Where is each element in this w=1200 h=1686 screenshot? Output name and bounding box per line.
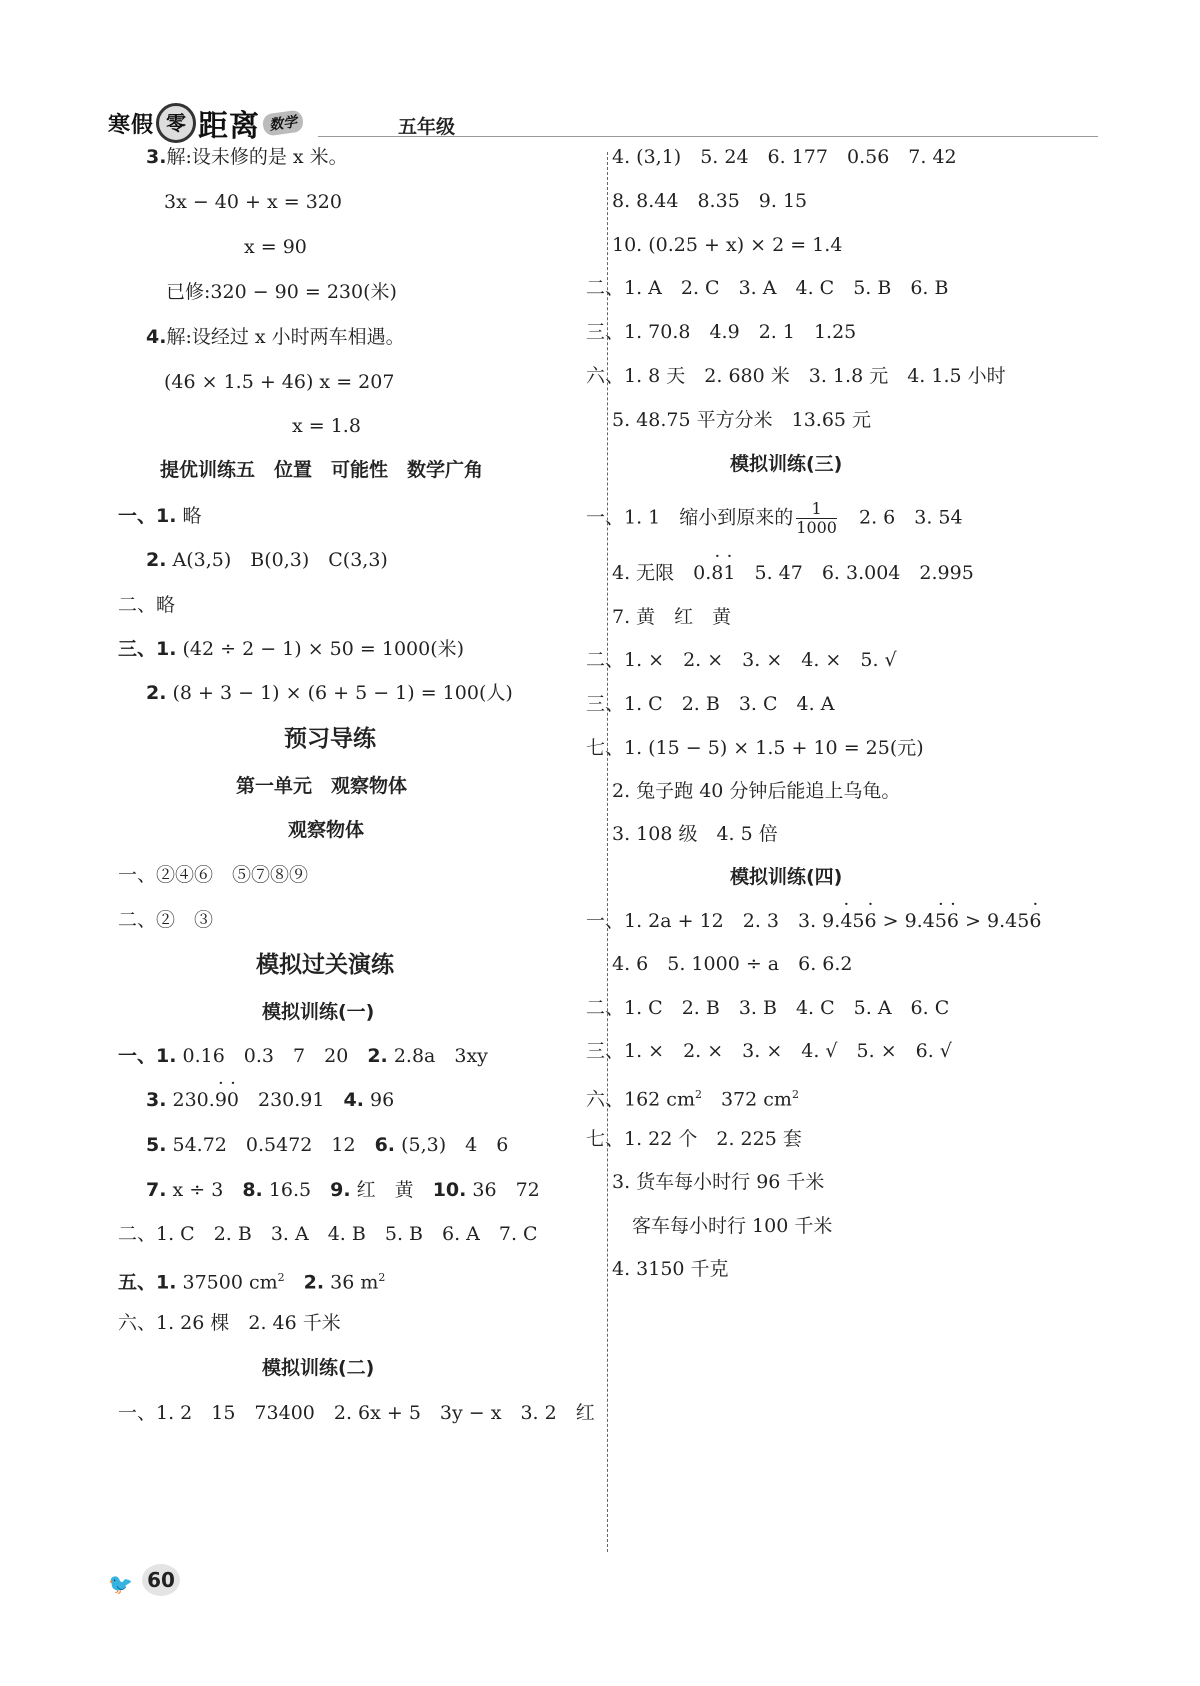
left-line-p3-eq1: 3x − 40 + x = 320 [164,191,342,213]
m3-line-2: 4. 无限 0.· 8· 1 5. 47 6. 3.004 2.995 [612,560,974,586]
m1-er: 二、1. C 2. B 3. A 4. B 5. B 6. A 7. C [118,1223,538,1245]
tiyou-san-1: 三、1. (42 ÷ 2 − 1) × 50 = 1000(米) [118,638,465,660]
m4-san: 三、1. × 2. × 3. × 4. √ 5. × 6. √ [586,1040,952,1062]
brand-text-2: 距离 [198,109,261,144]
left-line-p3-eq2: x = 90 [244,236,307,258]
m4-liu: 六、162 $cm^2$ 372 $cm^2$ [586,1088,799,1111]
page-header [108,104,1098,144]
m4-qi-1: 七、1. 22 个 2. 225 套 [586,1128,802,1150]
m4-qi-4: 4. 3150 千克 [612,1258,729,1280]
m1-line-2: 3. 230.· 9· 0 230.91 4. 96 [146,1087,394,1113]
right-line-1: 4. (3,1) 5. 24 6. 177 0.56 7. 42 [612,146,957,168]
tiyou-san-2: 2. (8 + 3 − 1) × (6 + 5 − 1) = 100(人) [146,682,513,704]
m1-line-1: 一、1. 0.16 0.3 7 20 2. 2.8a 3xy [118,1045,488,1067]
m4-er: 二、1. C 2. B 3. B 4. C 5. A 6. C [586,997,950,1019]
subsection-title-m2: 模拟训练(二) [262,1357,375,1379]
section-title-tiyou: 提优训练五 位置 可能性 数学广角 [160,459,484,481]
subsection-title-m4: 模拟训练(四) [730,866,843,888]
right-line-6: 六、1. 8 天 2. 680 米 3. 1.8 元 4. 1.5 小时 [586,365,1006,387]
brand-subject-tag: 数学 [262,109,305,136]
left-line-p3-eq3: 已修:320 − 90 = 230(米) [166,281,397,303]
m1-liu: 六、1. 26 棵 2. 46 千米 [118,1312,341,1334]
tiyou-yi-1: 一、1. 略 [118,505,202,527]
m4-qi-3a: 3. 货车每小时行 96 千米 [612,1171,825,1193]
header-rule [318,136,1098,137]
right-line-7: 5. 48.75 平方分米 13.65 元 [612,409,872,431]
m1-line-3: 5. 54.72 0.5472 12 6. (5,3) 4 6 [146,1134,509,1156]
page-number: 60 [142,1564,180,1596]
tiyou-yi-2: 2. A(3,5) B(0,3) C(3,3) [146,549,388,571]
m3-qi-1: 七、1. (15 − 5) × 1.5 + 10 = 25(元) [586,737,924,759]
m2-line-1: 一、1. 2 15 73400 2. 6x + 5 3y − x 3. 2 红 [118,1402,595,1424]
guancha-yi: 一、②④⑥ ⑤⑦⑧⑨ [118,864,309,886]
brand-logo [108,104,303,142]
right-line-5: 三、1. 70.8 4.9 2. 1 1.25 [586,321,857,343]
right-line-4: 二、1. A 2. C 3. A 4. C 5. B 6. B [586,277,949,299]
unit-title: 第一单元 观察物体 [236,775,408,797]
m3-san: 三、1. C 2. B 3. C 4. A [586,693,835,715]
m3-qi-3: 3. 108 级 4. 5 倍 [612,823,778,845]
m4-line-1: 一、1. 2a + 12 2. 3 3. 9.· 45· 6 > 9.4· 5· 6 > 9.45· 6 [586,908,1041,934]
tiyou-er: 二、略 [118,594,176,616]
left-line-p4-eq1: (46 × 1.5 + 46) x = 207 [164,371,395,393]
m1-line-4: 7. x ÷ 3 8. 16.5 9. 红 黄 10. 36 72 [146,1179,540,1201]
m3-er: 二、1. × 2. × 3. × 4. × 5. √ [586,649,897,671]
guancha-er: 二、② ③ [118,909,214,931]
brand-text-1: 寒假 [108,112,155,138]
page-number-badge [108,1560,204,1600]
subsection-title-m3: 模拟训练(三) [730,453,843,475]
bird-icon: 🐦 [108,1572,133,1596]
m4-line-2: 4. 6 5. 1000 ÷ a 6. 6.2 [612,953,853,975]
fraction: $\frac{1}{1000}$ [796,499,837,537]
m4-qi-3b: 客车每小时行 100 千米 [632,1215,833,1237]
subsection-title-guancha: 观察物体 [288,819,365,841]
m3-line-1: 一、1. 1 缩小到原来的 $\frac{1}{1000}$ 2. 6 3. 54 [586,499,963,537]
column-divider [607,152,608,1552]
m3-qi-2: 2. 兔子跑 40 分钟后能追上乌龟。 [612,780,901,802]
right-line-2: 8. 8.44 8.35 9. 15 [612,190,808,212]
brand-zero-badge: 零 [156,103,196,143]
left-line-p4: 4.解:设经过 x 小时两车相遇。 [146,326,405,348]
section-title-moni: 模拟过关演练 [256,952,394,978]
m3-line-3: 7. 黄 红 黄 [612,606,732,628]
subsection-title-m1: 模拟训练(一) [262,1001,375,1023]
left-line-p4-eq2: x = 1.8 [292,415,361,437]
grade-label: 五年级 [398,116,456,138]
section-title-yuxi: 预习导练 [284,726,376,752]
right-line-3: 10. (0.25 + x) × 2 = 1.4 [612,234,843,256]
left-line-p3: 3.解:设未修的是 x 米。 [146,146,348,168]
m1-wu: 五、1. 37500 $cm^2$ 2. 36 $m^2$ [118,1271,386,1294]
